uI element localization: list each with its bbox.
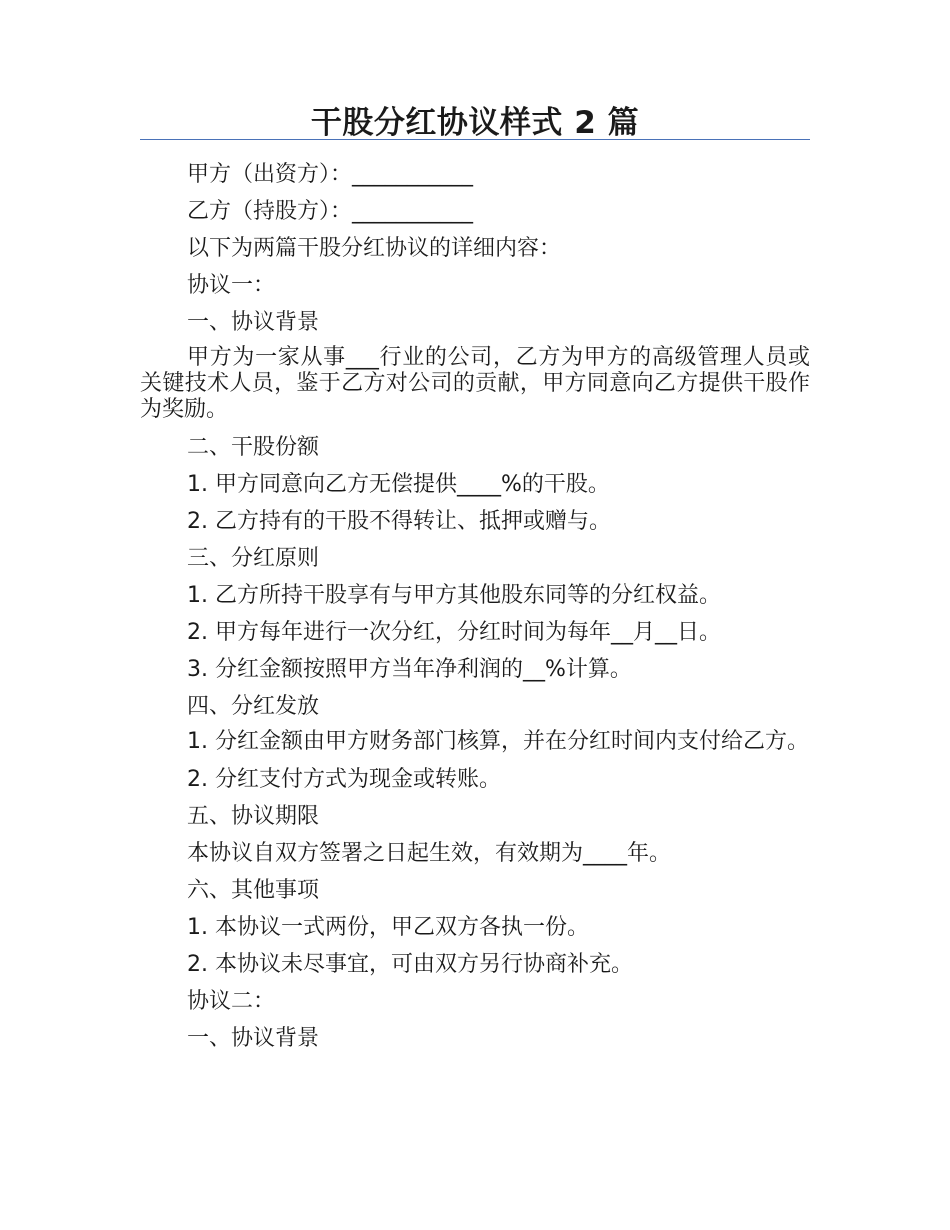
title-underline — [140, 139, 810, 140]
payment-clause-2: 2. 分红支付方式为现金或转账。 — [187, 767, 501, 792]
section-heading-dividend-payment: 四、分红发放 — [187, 694, 320, 719]
payment-clause-1: 1. 分红金额由甲方财务部门核算，并在分红时间内支付给乙方。 — [187, 729, 809, 754]
agreement-one-heading: 协议一： — [187, 273, 276, 298]
agreement-two-heading: 协议二： — [187, 989, 276, 1014]
background-paragraph: 甲方为一家从事___行业的公司，乙方为甲方的高级管理人员或关键技术人员，鉴于乙方对公司的贡献，甲方同意向乙方提供干股作为奖励。 — [140, 345, 810, 422]
term-clause: 本协议自双方签署之日起生效，有效期为____年。 — [187, 841, 672, 866]
principle-clause-2: 2. 甲方每年进行一次分红，分红时间为每年__月__日。 — [187, 620, 721, 645]
other-clause-1: 1. 本协议一式两份，甲乙双方各执一份。 — [187, 915, 589, 940]
section-heading-dividend-principle: 三、分红原则 — [187, 546, 320, 571]
section-heading-share: 二、干股份额 — [187, 435, 320, 460]
principle-clause-3: 3. 分红金额按照甲方当年净利润的__%计算。 — [187, 657, 632, 682]
share-clause-2: 2. 乙方持有的干股不得转让、抵押或赠与。 — [187, 509, 611, 534]
agreement-two-section-heading-background: 一、协议背景 — [187, 1026, 320, 1051]
section-heading-term: 五、协议期限 — [187, 804, 320, 829]
document-title: 干股分红协议样式 2 篇 — [310, 105, 640, 141]
intro-line: 以下为两篇干股分红协议的详细内容： — [187, 236, 562, 261]
document-body — [140, 156, 810, 1057]
principle-clause-1: 1. 乙方所持干股享有与甲方其他股东同等的分红权益。 — [187, 583, 721, 608]
party-b-line: 乙方（持股方）：___________ — [187, 199, 474, 224]
other-clause-2: 2. 本协议未尽事宜，可由双方另行协商补充。 — [187, 952, 633, 977]
section-heading-other: 六、其他事项 — [187, 878, 320, 903]
section-heading-background: 一、协议背景 — [187, 310, 320, 335]
share-clause-1: 1. 甲方同意向乙方无偿提供____%的干股。 — [187, 472, 610, 497]
party-a-line: 甲方（出资方）：___________ — [187, 162, 474, 187]
